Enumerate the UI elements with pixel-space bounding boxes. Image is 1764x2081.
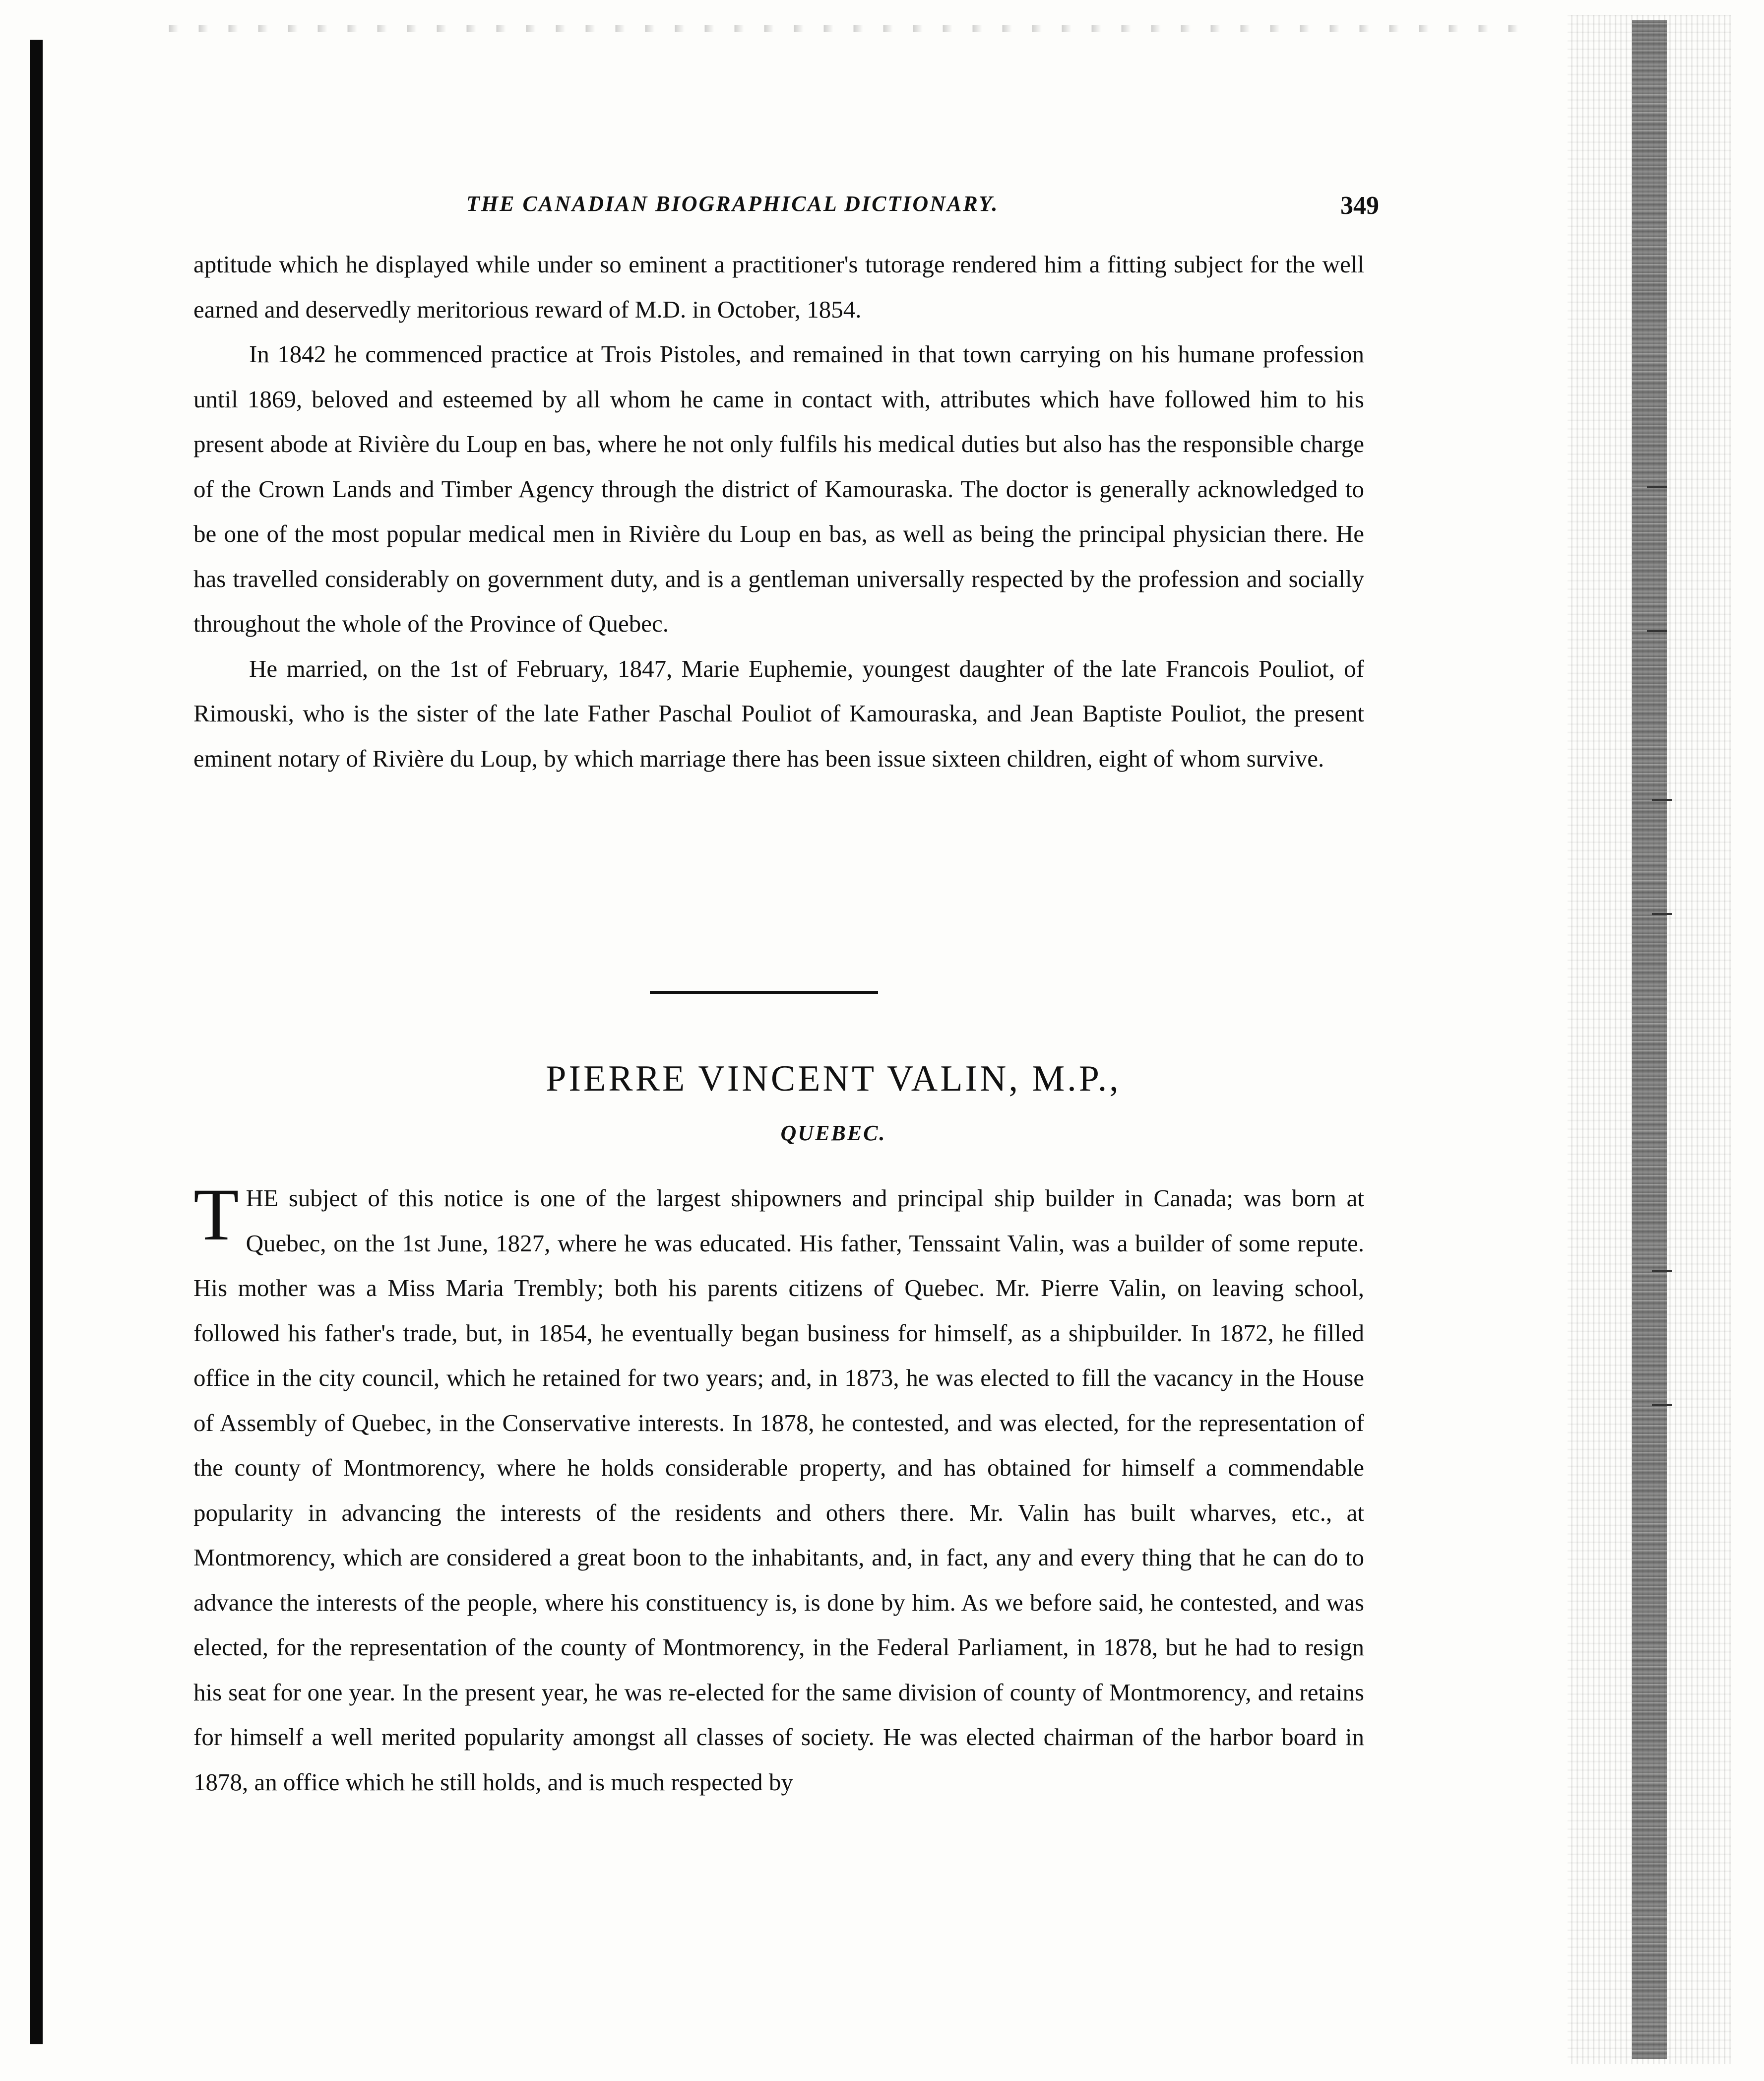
entry-location: QUEBEC. [780,1121,886,1145]
paragraph: In 1842 he commenced practice at Trois Pistoles, and remained in that town carrying on his humane profession until 1869, beloved and esteemed by all whom he came in contact with, attributes which have followed him to his present abode at Rivière du Loup en bas, where he not only fulfils his medical duties but also has the responsible charge of the Crown Lands and Timber Agency through the district of Kamouraska. The doctor is generally acknowledged to be one of the most popular medical men in Rivière du Loup en bas, as well as being the principal physician there. He has travelled considerably on government duty, and is a gentleman universally respected by the profession and socially throughout the whole of the Province of Quebec. [193,340,1364,637]
entry-body [193,1173,1364,1805]
margin-mark [1652,1270,1672,1272]
running-head-title: THE CANADIAN BIOGRAPHICAL DICTIONARY. [466,192,999,216]
scan-binding-shadow [30,40,43,2044]
entry-title: PIERRE VINCENT VALIN, M.P., [546,1058,1121,1099]
scan-edge-shadow [1632,20,1667,2059]
margin-mark [1647,486,1667,488]
scan-top-noise [149,25,1538,32]
entry-body-text: HE subject of this notice is one of the largest shipowners and principal ship builder in Canada; was born at Quebec, on the 1st June, 1827, where he was educated. His father, Tenssaint Valin, was a builder of some repute. His mother was a Miss Maria Trembly; both his parents citizens of Quebec. Mr. Pierre Valin, on leaving school, followed his father's trade, but, in 1854, he eventually began business for himself, as a shipbuilder. In 1872, he filled office in the city council, which he retained for two years; and, in 1873, he was elected to fill the vacancy in the House of Assembly of Quebec, in the Conservative interests. In 1878, he contested, and was elected, for the representation of the county of Montmorency, where he holds considerable property, and has obtained for himself a commendable popularity in advancing the interests of the residents and others there. Mr. Valin has built wharves, etc., at Montmorency, which are considered a great boon to the inhabitants, and, in fact, any and every thing that he can do to advance the interests of the people, where his constituency is, is done by him. As we before said, he contested, and was elected, for the representation of the county of Montmorency, in the Federal Parliament, in 1878, but he had to resign his seat for one year. In the present year, he was re-elected for the same division of county of Montmorency, and retains for himself a well merited popularity amongst all classes of society. He was elected chairman of the harbor board in 1878, an office which he still holds, and is much respected by [193,1184,1364,1796]
continued-entry [193,242,1364,781]
drop-cap: T [193,1173,239,1256]
margin-mark [1652,913,1672,915]
section-divider [650,991,878,994]
paragraph: He married, on the 1st of February, 1847, Marie Euphemie, youngest daughter of the late Francois Pouliot, of Rimouski, who is the sister of the late Father Paschal Pouliot of Kamouraska, and Jean Baptiste Pouliot, the present eminent notary of Rivière du Loup, by which marriage there has been issue sixteen children, eight of whom survive. [193,654,1364,772]
margin-mark [1647,630,1667,632]
paragraph: aptitude which he displayed while under so eminent a practitioner's tutorage rendered him a fitting subject for the well earned and deservedly meritorious reward of M.D. in October, 1854. [193,251,1364,323]
margin-mark [1652,1404,1672,1406]
margin-mark [1652,799,1672,801]
page-number: 349 [1340,192,1379,220]
